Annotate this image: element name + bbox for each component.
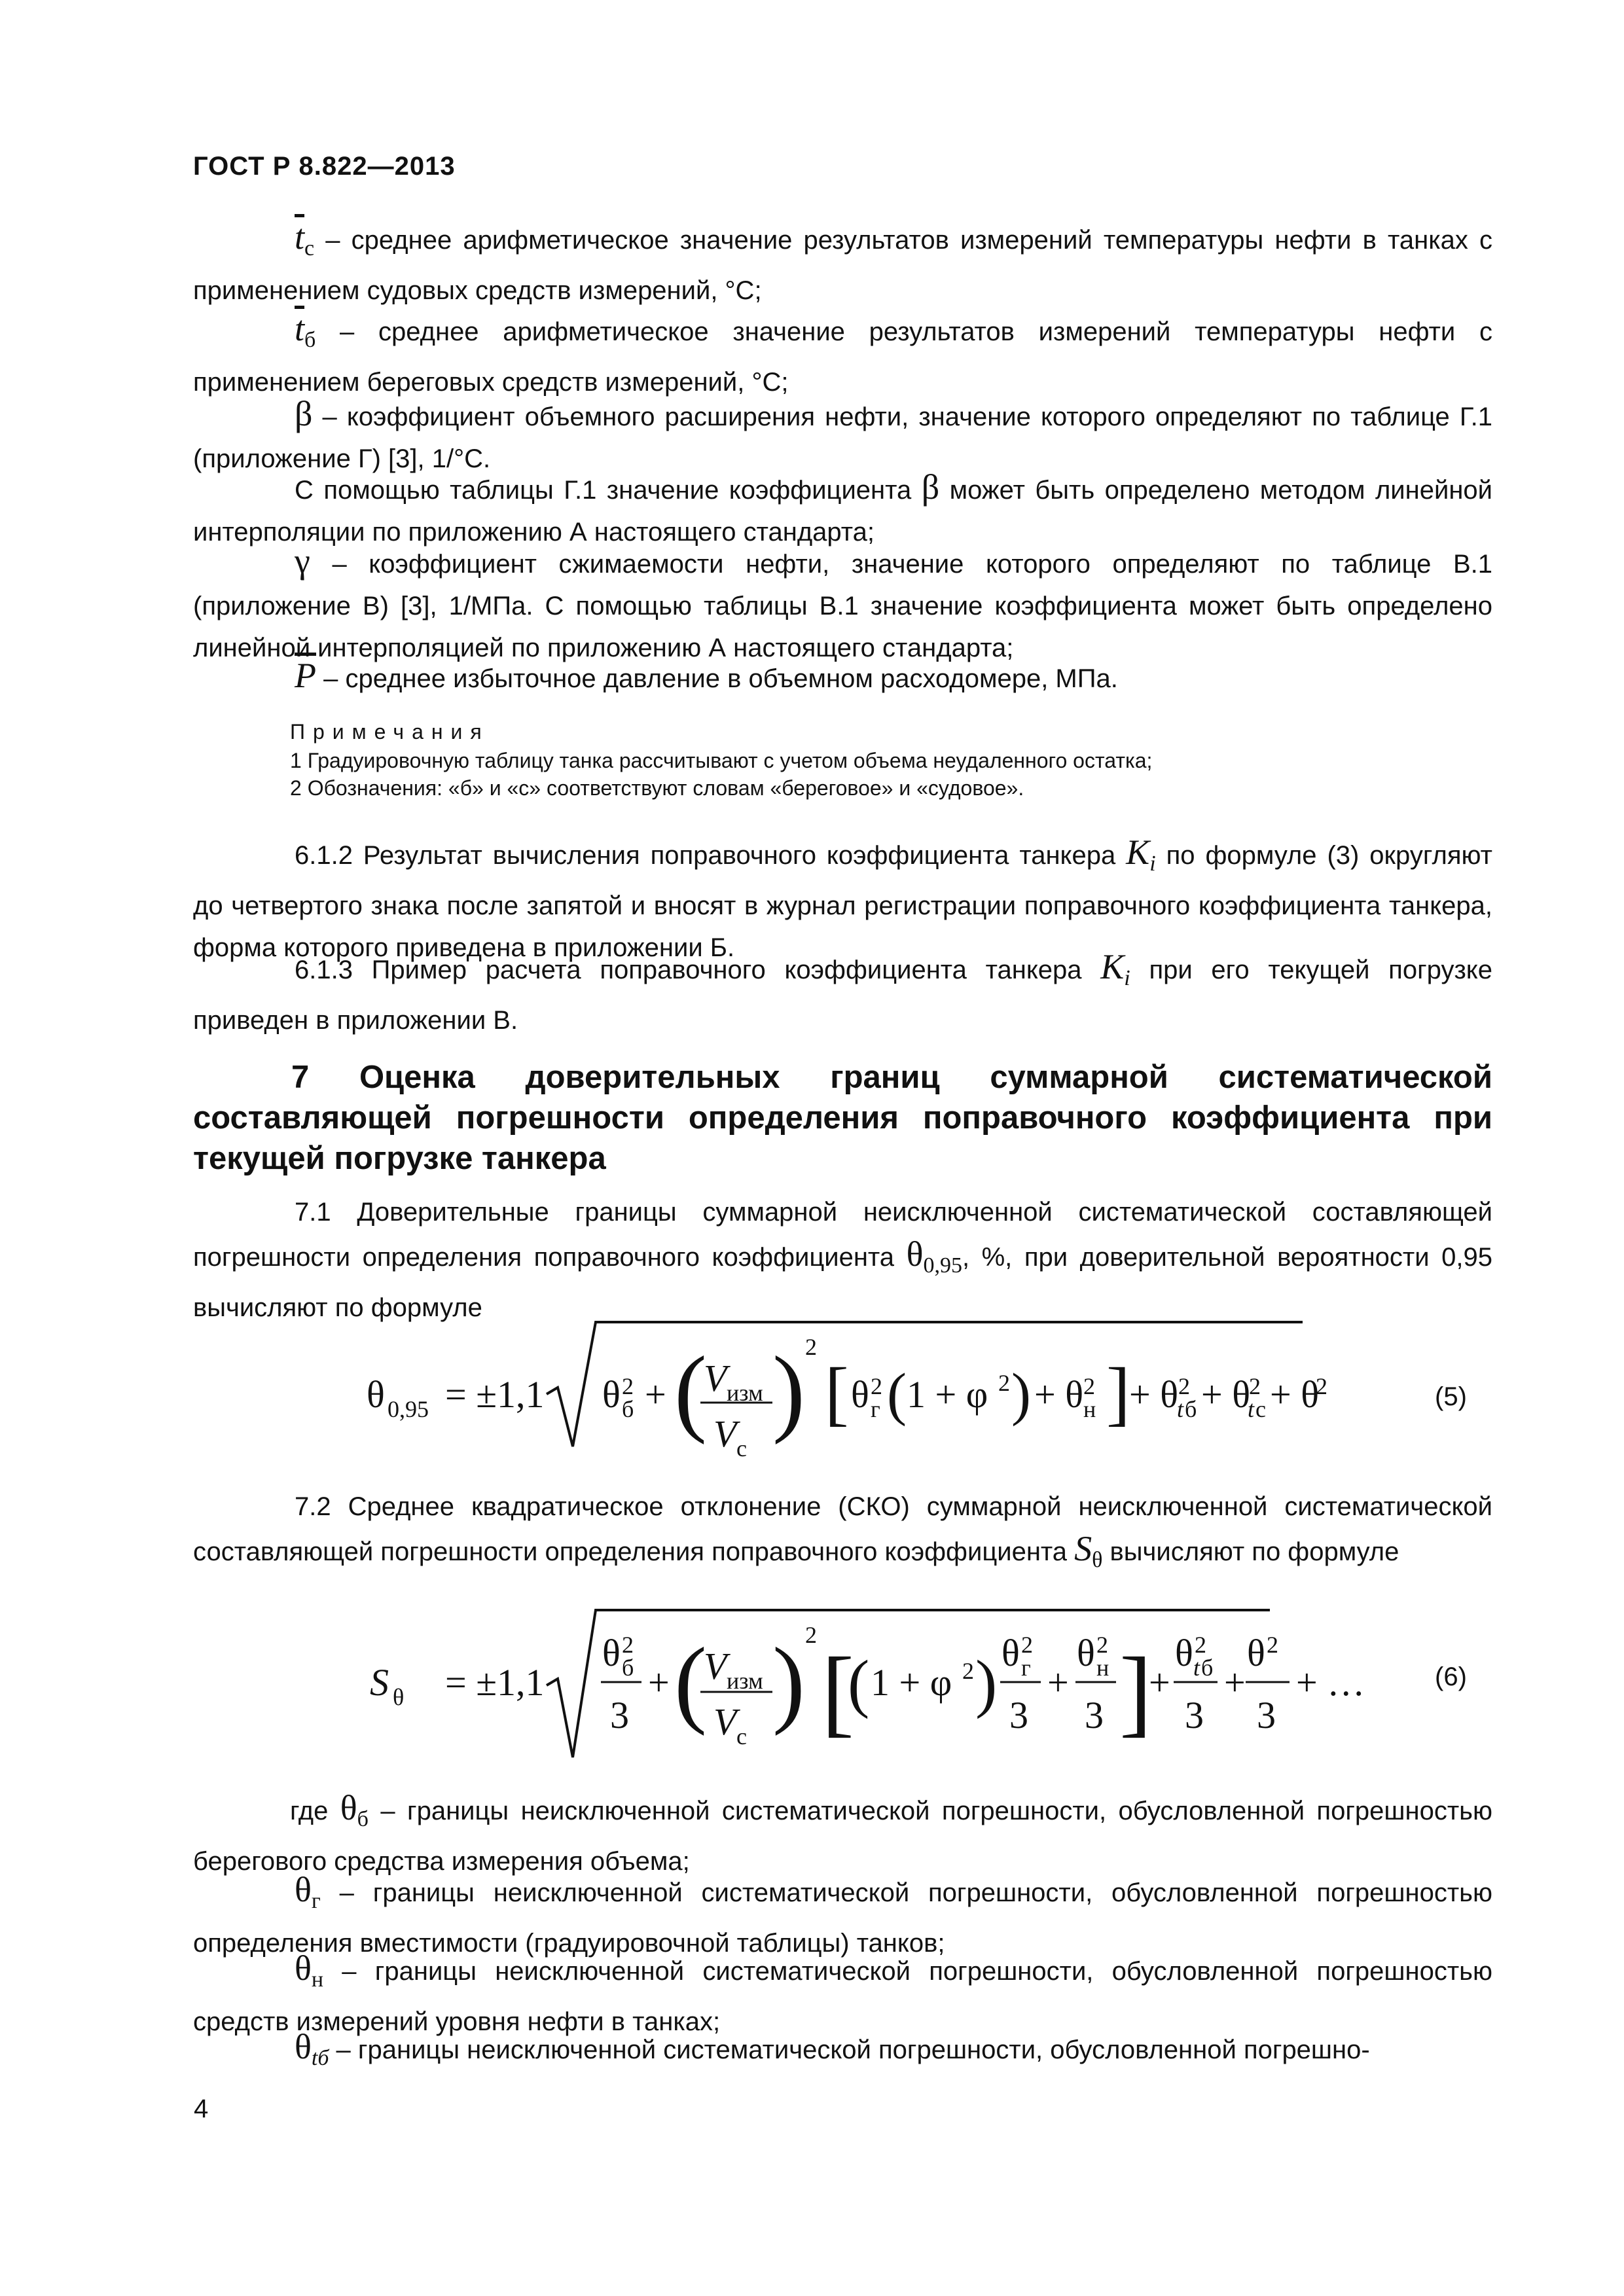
- svg-text:): ): [772, 1628, 805, 1736]
- svg-text:б: б: [1201, 1655, 1214, 1681]
- svg-text:θ: θ: [851, 1373, 869, 1416]
- svg-text:0,95: 0,95: [388, 1396, 429, 1422]
- svg-text:изм: изм: [727, 1380, 763, 1406]
- svg-text:): ): [975, 1647, 998, 1719]
- svg-text:г: г: [871, 1396, 880, 1422]
- svg-text:3: 3: [1085, 1694, 1104, 1736]
- svg-text:3: 3: [610, 1694, 629, 1736]
- page-number: 4: [194, 2094, 209, 2123]
- svg-text:+ θ: + θ: [1201, 1373, 1250, 1416]
- svg-text:3: 3: [1185, 1694, 1204, 1736]
- svg-text:θ: θ: [1001, 1632, 1020, 1674]
- svg-text:г: г: [1021, 1655, 1031, 1681]
- svg-text:θ: θ: [1175, 1632, 1193, 1674]
- svg-text:изм: изм: [727, 1668, 763, 1694]
- formula-6-number: (6): [1435, 1662, 1467, 1691]
- note-2: 2 Обозначения: «б» и «с» соответствуют словам «береговое» и «судовое».: [290, 776, 1024, 800]
- svg-text:= ±1,1: = ±1,1: [445, 1373, 545, 1416]
- svg-text:3: 3: [1257, 1694, 1276, 1736]
- svg-text:б: б: [1185, 1396, 1197, 1422]
- document-header: ГОСТ Р 8.822—2013: [193, 152, 456, 181]
- svg-text:б: б: [622, 1655, 634, 1681]
- svg-text:б: б: [622, 1396, 634, 1422]
- paragraph-6-1-3: 6.1.3 Пример расчета поправочного коэффициента танкера $K_i$ при его текущей погрузке приведен в приложении В.: [193, 947, 1492, 1035]
- svg-text:с: с: [736, 1723, 747, 1749]
- svg-text:[: [: [821, 1638, 854, 1746]
- svg-text:2: 2: [1267, 1632, 1278, 1658]
- svg-text:+: +: [645, 1373, 666, 1416]
- svg-text:]: ]: [1106, 1353, 1130, 1433]
- svg-text:+ …: + …: [1296, 1661, 1365, 1704]
- svg-text:+ θ: + θ: [1034, 1373, 1083, 1416]
- svg-text:+ θ: + θ: [1270, 1373, 1319, 1416]
- paragraph-7-1: 7.1 Доверительные границы суммарной неисключенной систематической составляющей погрешности определения поправочного коэффициента $\theta_{0,95}$, %, при доверительной вероятности 0,95 вычисляют по формуле: [193, 1198, 1492, 1322]
- svg-text:2: 2: [622, 1373, 634, 1399]
- svg-text:(: (: [674, 1336, 707, 1445]
- svg-text:2: 2: [1096, 1632, 1108, 1658]
- svg-text:+: +: [1224, 1661, 1246, 1704]
- svg-text:): ): [1011, 1362, 1031, 1427]
- notes-title: Примечания: [290, 720, 490, 744]
- svg-text:2: 2: [622, 1632, 634, 1658]
- svg-text:1 + φ: 1 + φ: [871, 1661, 952, 1704]
- where-theta-tb: $\theta_{tб}$ – границы неисключенной систематической погрешности, обусловленной погрешно-: [295, 2027, 1370, 2070]
- definition-gamma: γ – коэффициент сжимаемости нефти, значение которого определяют по таблице В.1 (приложение В) [3], 1/МПа. С помощью таблицы В.1 значение коэффициента может быть определено линейной интерполяцией по приложению А настоящего стандарта;: [193, 541, 1492, 662]
- where-theta-g: $\theta_г$ – границы неисключенной систематической погрешности, обусловленной погрешностью определения вместимости (градуировочной таблицы) танков;: [193, 1870, 1492, 1958]
- svg-text:= ±1,1: = ±1,1: [445, 1661, 545, 1704]
- svg-text:2: 2: [871, 1373, 882, 1399]
- svg-text:с: с: [736, 1435, 747, 1462]
- definition-tb: $\overline{t}_б$ – среднее арифметическое значение результатов измерений температуры нефти с применением береговых средств измерений, °С;: [193, 309, 1492, 397]
- definition-p: $\overline{P}$ – среднее избыточное давление в объемном расходомере, МПа.: [295, 656, 1118, 695]
- svg-text:t: t: [1193, 1655, 1200, 1681]
- svg-text:θ: θ: [1247, 1632, 1265, 1674]
- definition-beta: β – коэффициент объемного расширения нефти, значение которого определяют по таблице Г.1 (приложение Г) [3], 1/°С.: [193, 394, 1492, 473]
- svg-text:+: +: [1149, 1661, 1170, 1704]
- svg-text:V: V: [704, 1357, 727, 1399]
- svg-text:t: t: [1248, 1396, 1255, 1422]
- svg-text:]: ]: [1119, 1638, 1152, 1746]
- svg-text:θ: θ: [602, 1373, 621, 1416]
- svg-text:н: н: [1083, 1396, 1096, 1422]
- svg-text:2: 2: [962, 1658, 974, 1684]
- svg-text:3: 3: [1009, 1694, 1028, 1736]
- svg-text:+: +: [1047, 1661, 1069, 1704]
- where-theta-n: $\theta_н$ – границы неисключенной систематической погрешности, обусловленной погрешностью средств измерений уровня нефти в танках;: [193, 1948, 1492, 2036]
- note-1: 1 Градуировочную таблицу танка рассчитывают с учетом объема неудаленного остатка;: [290, 749, 1153, 772]
- svg-text:θ: θ: [602, 1632, 621, 1674]
- definition-tc: $\overline{t}_с$ – среднее арифметическое значение результатов измерений температуры нефти в танках с применением судовых средств измерений, °С;: [193, 217, 1492, 305]
- svg-text:2: 2: [1249, 1373, 1261, 1399]
- svg-text:2: 2: [1316, 1373, 1327, 1399]
- svg-text:2: 2: [805, 1334, 817, 1360]
- formula-5: [353, 1309, 1335, 1466]
- svg-text:2: 2: [805, 1622, 817, 1648]
- svg-text:V: V: [713, 1412, 737, 1455]
- svg-text:2: 2: [998, 1370, 1010, 1396]
- formula-6: [353, 1597, 1365, 1774]
- svg-text:2: 2: [1021, 1632, 1033, 1658]
- svg-text:S: S: [370, 1661, 389, 1704]
- beta-interpolation-paragraph: С помощью таблицы Г.1 значение коэффициента β может быть определено методом линейной интерполяции по приложению А настоящего стандарта;: [193, 467, 1492, 547]
- svg-text:(: (: [848, 1647, 870, 1719]
- formula-5-number: (5): [1435, 1382, 1467, 1411]
- svg-text:): ): [772, 1336, 805, 1445]
- svg-text:2: 2: [1083, 1373, 1095, 1399]
- svg-text:2: 2: [1195, 1632, 1206, 1658]
- svg-text:θ: θ: [1077, 1632, 1095, 1674]
- section-7-heading: 7 Оценка доверительных границ суммарной систематической составляющей погрешности определения поправочного коэффициента при текущей погрузке танкера: [193, 1060, 1492, 1176]
- where-theta-b: где $\theta_б$ – границы неисключенной систематической погрешности, обусловленной погрешностью берегового средства измерения объема;: [193, 1788, 1493, 1876]
- svg-text:2: 2: [1178, 1373, 1190, 1399]
- svg-text:1 + φ: 1 + φ: [907, 1373, 988, 1416]
- svg-text:V: V: [704, 1645, 727, 1687]
- svg-text:(: (: [887, 1362, 907, 1427]
- svg-text:θ: θ: [367, 1373, 385, 1416]
- svg-text:(: (: [674, 1628, 707, 1736]
- svg-text:[: [: [825, 1353, 849, 1433]
- svg-text:+ θ: + θ: [1129, 1373, 1178, 1416]
- svg-text:θ: θ: [393, 1684, 405, 1710]
- svg-text:н: н: [1096, 1655, 1110, 1681]
- svg-text:+: +: [648, 1661, 670, 1704]
- svg-text:V: V: [713, 1700, 737, 1743]
- paragraph-7-2: 7.2 Среднее квадратическое отклонение (СКО) суммарной неисключенной систематической составляющей погрешности определения поправочного коэффициента $S_\theta$ вычисляют по формуле: [193, 1492, 1492, 1572]
- svg-text:t: t: [1177, 1396, 1184, 1422]
- paragraph-6-1-2: 6.1.2 Результат вычисления поправочного коэффициента танкера $K_i$ по формуле (3) округляют до четвертого знака после запятой и вносят в журнал регистрации поправочного коэффициента танкера, форма которого приведена в приложении Б.: [193, 833, 1492, 962]
- svg-text:с: с: [1255, 1396, 1266, 1422]
